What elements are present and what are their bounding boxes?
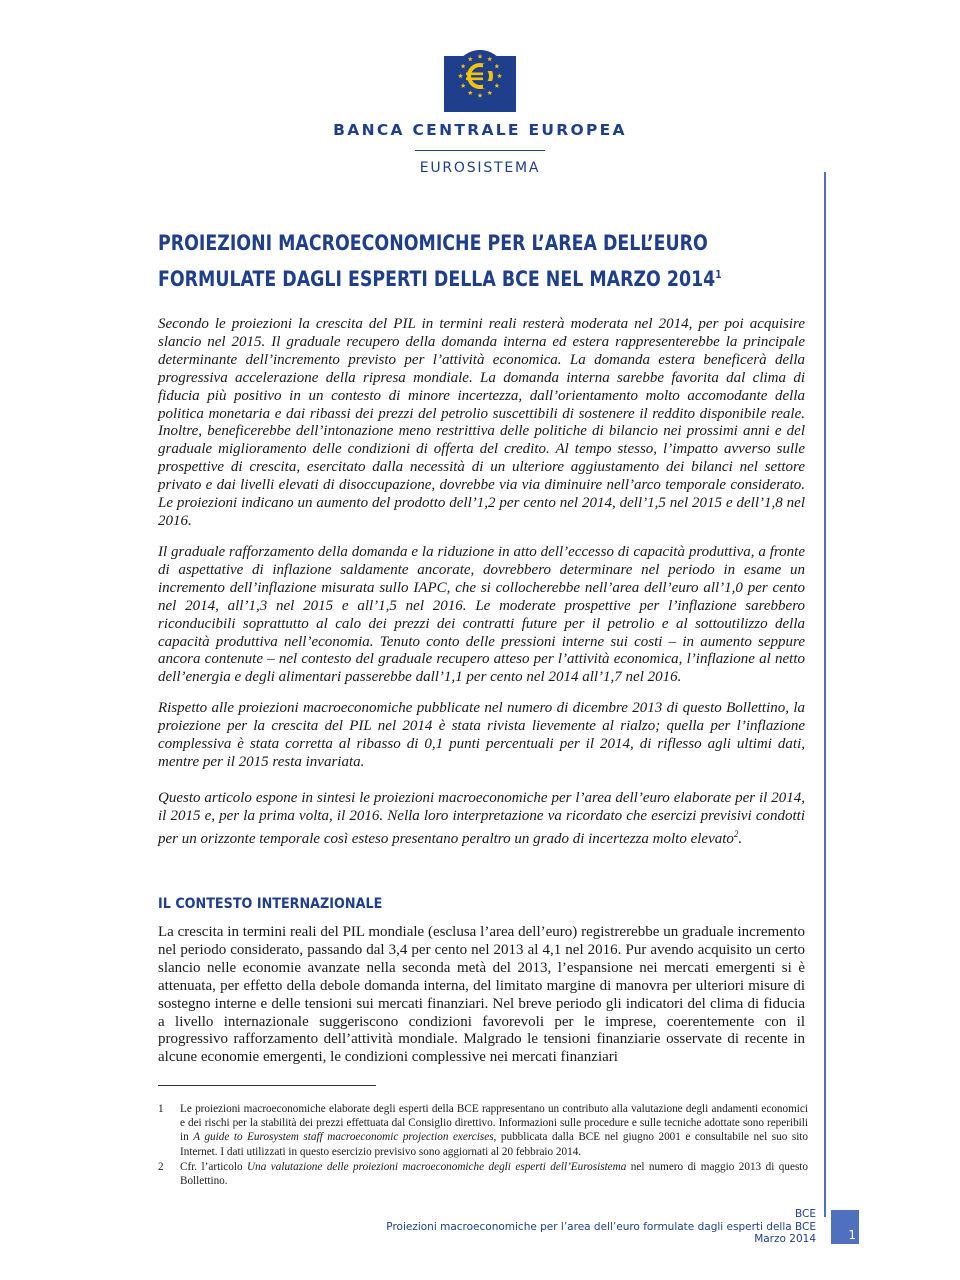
- masthead: [0, 50, 960, 176]
- intro-paragraph-4-end: .: [738, 830, 743, 847]
- footer-publisher: BCE: [795, 1208, 816, 1220]
- masthead-divider: [415, 150, 545, 151]
- intro-paragraph-4-text: Questo articolo espone in sintesi le proiezioni macroeconomiche per l’area dell’euro elaborate per il 2014, il 2015 e, per la prima volta, il 2016. Nella loro interpretazione va ricordato che esercizi previsivi condotti per un orizzonte temporale così esteso presentano peraltro un grado di incertezza molto elevato: [158, 790, 805, 847]
- euro-stars-logo-icon: [444, 50, 516, 112]
- footnote-text: nel numero di maggio 2013 di questo Bollettino.: [180, 1161, 809, 1188]
- title-line-1: PROIEZIONI MACROECONOMICHE PER L’AREA DELL’EURO: [158, 231, 708, 255]
- footnote-cited-title: Una valutazione delle proiezioni macroeconomiche degli esperti dell’Eurosistema: [247, 1161, 627, 1173]
- footnote-text: Le proiezioni macroeconomiche elaborate degli esperti della BCE rappresentano un contributo alla valutazione degli andamenti economici e dei rischi per la stabilità dei prezzi effettuata dal Consiglio direttivo. Informazioni sulle procedure e sulle tecniche adottate sono reperibili in: [180, 1103, 808, 1144]
- footer-article-title: Proiezioni macroeconomiche per l’area dell’euro formulate dagli esperti della BCE: [386, 1220, 816, 1233]
- intro-paragraph-3: Rispetto alle proiezioni macroeconomiche pubblicate nel numero di dicembre 2013 di questo Bollettino, la proiezione per la crescita del PIL nel 2014 è stata rivista lievemente al rialzo; quella per l’inflazione complessiva è stata corretta al ribasso di 0,1 punti percentuali per il 2014, di riflesso agli ultimi dati, mentre per il 2015 resta invariata.: [158, 700, 805, 770]
- footnote-2: [158, 1160, 808, 1188]
- footnote-ref-2[interactable]: 2: [733, 828, 739, 839]
- title-footnote-ref[interactable]: 1: [715, 268, 722, 281]
- section-heading: IL CONTESTO INTERNAZIONALE: [158, 896, 383, 912]
- footnote-text: , pubblicata dalla BCE nel giugno 2001 e consultabile nel suo sito Internet. I dati utilizzati in questo esercizio previsivo sono aggiornati al 20 febbraio 2014.: [180, 1131, 808, 1158]
- footnote-cited-title: A guide to Eurosystem staff macroeconomic projection exercises: [193, 1131, 494, 1144]
- footnote-number: 2: [158, 1161, 164, 1173]
- margin-rule: [824, 172, 826, 1217]
- footnote-divider: [158, 1085, 376, 1086]
- footnote-text: Cfr. l’articolo: [180, 1161, 248, 1173]
- page-number: 1: [848, 1228, 856, 1242]
- title-line-2: FORMULATE DAGLI ESPERTI DELLA BCE NEL MARZO 2014: [158, 267, 716, 291]
- intro-paragraph-2: Il graduale rafforzamento della domanda e la riduzione in atto dell’eccesso di capacità produttiva, a fronte di aspettative di inflazione saldamente ancorate, dovrebbero determinare nel periodo in esame un incremento dell’inflazione misurata sullo IAPC, che si collocherebbe nell’area dell’euro all’1,0 per cento nel 2014, all’1,3 nel 2015 e all’1,5 nel 2016. Le moderate prospettive per l’inflazione sarebbero riconducibili soprattutto al calo dei prezzi dei contratti future per il petrolio e al sottoutilizzo della capacità produttiva nell’economia. Tenuto conto delle pressioni interne sui costi – in aumento seppure ancora contenute – nel contesto del graduale recupero atteso per l’attività economica, l’inflazione al netto dell’energia e degli alimentari passerebbe dall’1,1 per cento nel 2014 all’1,7 nel 2016.: [158, 544, 805, 686]
- page-number-tab: [831, 1210, 859, 1244]
- intro-paragraph-1: Secondo le proiezioni la crescita del PIL in termini reali resterà moderata nel 2014, per poi acquisire slancio nel 2015. Il graduale recupero della domanda interna ed estera rappresenterebbe la principale determinante dell’incremento previsto per l’attività economica. La domanda estera beneficerà della progressiva accelerazione della ripresa mondiale. La domanda interna sarebbe favorita dal clima di fiducia più positivo in un contesto di minore incertezza, dall’orientamento molto accomodante della politica monetaria e dai ribassi dei prezzi del petrolio suscettibili di sostenere il reddito disponibile reale. Inoltre, beneficerebbe dell’intonazione meno restrittiva delle politiche di bilancio nei prossimi anni e del graduale miglioramento delle condizioni di offerta del credito. Al tempo stesso, l’impatto avverso sulle prospettive di crescita, esercitato dalla necessità di un ulteriore aggiustamento dei bilanci nel settore privato e dai livelli elevati di disoccupazione, dovrebbe via via diminuire nell’arco temporale considerato. Le proiezioni indicano un aumento del prodotto dell’1,2 per cento nel 2014, dell’1,5 nel 2015 e dell’1,8 nel 2016.: [158, 316, 805, 529]
- footnote-1: [158, 1102, 808, 1159]
- bank-name: BANCA CENTRALE EUROPEA: [333, 121, 627, 139]
- page-title: [158, 228, 756, 295]
- intro-paragraph-4: [158, 790, 805, 849]
- footnote-number: 1: [158, 1103, 164, 1115]
- section-paragraph: La crescita in termini reali del PIL mondiale (esclusa l’area dell’euro) registrerebbe un graduale incremento nel periodo considerato, passando dal 3,4 per cento nel 2013 al 4,1 nel 2016. Pur avendo acquisito un certo slancio nelle economie avanzate nella seconda metà del 2013, l’espansione nei mercati emergenti si è attenuata, per effetto della debole domanda interna, del limitato margine di manovra per ulteriori misure di sostegno interne e delle tensioni sui mercati finanziari. Nel breve periodo gli indicatori del clima di fiducia a livello internazionale suggeriscono condizioni favorevoli per le imprese, coerentemente con il progressivo rafforzamento dell’attività mondiale. Malgrado le tensioni finanziarie osservate di recente in alcune economie emergenti, le condizioni complessive nei mercati finanziari: [158, 924, 805, 1066]
- system-name: EUROSISTEMA: [419, 160, 541, 176]
- page-footer: [386, 1208, 816, 1246]
- footer-issue-date: Marzo 2014: [754, 1233, 816, 1245]
